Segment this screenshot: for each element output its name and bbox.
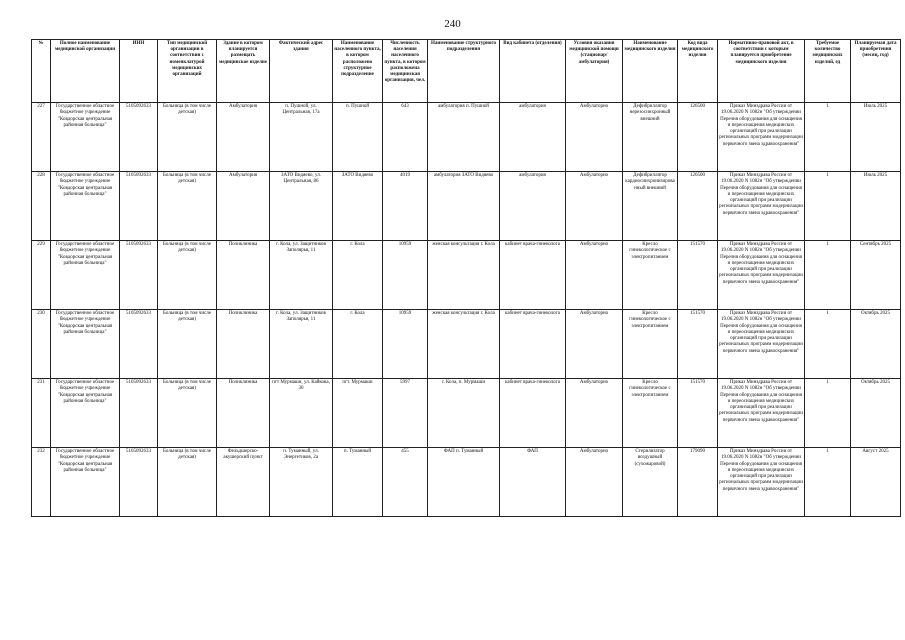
table-cell: 231	[32, 379, 51, 448]
table-cell: 5105092633	[120, 172, 158, 241]
table-cell: Август 2025	[851, 448, 901, 517]
table-cell: 1	[805, 310, 851, 379]
table-cell: Сентябрь 2025	[851, 241, 901, 310]
table-cell: Больница (в том числе детская)	[158, 103, 217, 172]
table-cell: Приказ Минздрава России от 19.06.2020 N 1082н "Об утверждении Перечня оборудования для оснащения и переоснащения медицинских организаций при реализации региональных программ модернизации первичного звена здравоохранения"	[718, 379, 805, 448]
table-cell: женская консультация г. Кола	[428, 310, 500, 379]
table-cell: 1	[805, 448, 851, 517]
table-cell: Амбулаторно	[566, 103, 623, 172]
table-cell: 151570	[678, 379, 718, 448]
table-cell: амбулатория	[500, 103, 566, 172]
table-cell: Приказ Минздрава России от 19.06.2020 N 1082н "Об утверждении Перечня оборудования для оснащения и переоснащения медицинских организаций при реализации региональных программ модернизации первичного звена здравоохранения"	[718, 448, 805, 517]
table-cell: г. Кола	[333, 310, 383, 379]
page-number: 240	[444, 18, 461, 30]
table-cell: женская консультация г. Кола	[428, 241, 500, 310]
table-cell: 455	[383, 448, 428, 517]
table-cell: ЗАТО Видяево, ул. Центральная, 86	[270, 172, 333, 241]
table-cell: Приказ Минздрава России от 19.06.2020 N 1082н "Об утверждении Перечня оборудования для оснащения и переоснащения медицинских организаций при реализации региональных программ модернизации первичного звена здравоохранения"	[718, 172, 805, 241]
column-header: ИНН	[120, 40, 158, 103]
table-cell: п. Пушной, ул. Центральная, 17а	[270, 103, 333, 172]
table-cell: 5105092633	[120, 103, 158, 172]
table-cell: г. Кола, п. Мурмаши	[428, 379, 500, 448]
table-cell: 4019	[383, 172, 428, 241]
table-cell: п. Пушной	[333, 103, 383, 172]
table-cell: Дефибриллятор кардиосинхронизированный внешний	[623, 172, 678, 241]
table-cell: Больница (в том числе детская)	[158, 241, 217, 310]
table-cell: 179090	[678, 448, 718, 517]
table-cell: Поликлиника	[217, 310, 270, 379]
table-cell: Дефибриллятор нерезосинхронный внешний	[623, 103, 678, 172]
table-cell: 232	[32, 448, 51, 517]
table-cell: ЗАТО Видяево	[333, 172, 383, 241]
table-cell: 10959	[383, 310, 428, 379]
table-row	[32, 172, 901, 241]
table-cell: п. Туманный	[333, 448, 383, 517]
column-header: Тип медицинской организации в соответствии с номенклатурой медицинских организаций	[158, 40, 217, 103]
table-cell: 151570	[678, 310, 718, 379]
table-cell: кабинет врача-гинеколога	[500, 241, 566, 310]
column-header: Наименование населенного пункта, в котором расположено структурное подразделение	[333, 40, 383, 103]
column-header: Условия оказания медицинской помощи (стационар/амбулатория)	[566, 40, 623, 103]
table-cell: 643	[383, 103, 428, 172]
table-cell: Кресло гинекологическое с электропитанием	[623, 241, 678, 310]
table-cell: 5105092633	[120, 448, 158, 517]
table-cell: 5105092633	[120, 241, 158, 310]
table-cell: Государственное областное бюджетное учреждение "Ковдорская центральная районная больница"	[51, 241, 120, 310]
equipment-table	[31, 39, 901, 517]
table-header-row	[32, 40, 901, 103]
table-row	[32, 448, 901, 517]
table-cell: п. Туманный, ул. Энергетиков, 2а	[270, 448, 333, 517]
table-cell: 5997	[383, 379, 428, 448]
table-cell: пгт. Мурмаши	[333, 379, 383, 448]
table-cell: кабинет врача-гинеколога	[500, 379, 566, 448]
column-header: Наименование структурного подразделения	[428, 40, 500, 103]
table-cell: ФАП	[500, 448, 566, 517]
table-cell: Приказ Минздрава России от 19.06.2020 N 1082н "Об утверждении Перечня оборудования для оснащения и переоснащения медицинских организаций при реализации региональных программ модернизации первичного звена здравоохранения"	[718, 310, 805, 379]
table-cell: Октябрь 2025	[851, 379, 901, 448]
column-header: Здание в котором планируется размещать медицинское изделие	[217, 40, 270, 103]
table-cell: 1	[805, 103, 851, 172]
table-cell: г. Кола	[333, 241, 383, 310]
table-row	[32, 310, 901, 379]
table-cell: амбулатория п. Пушной	[428, 103, 500, 172]
table-cell: 230	[32, 310, 51, 379]
table-cell: ФАП п. Туманный	[428, 448, 500, 517]
table-cell: 10959	[383, 241, 428, 310]
table-cell: Государственное областное бюджетное учреждение "Ковдорская центральная районная больница"	[51, 103, 120, 172]
table-cell: Государственное областное бюджетное учреждение "Ковдорская центральная районная больница"	[51, 379, 120, 448]
table-cell: 1	[805, 172, 851, 241]
table-cell: Государственное областное бюджетное учреждение "Ковдорская центральная районная больница"	[51, 172, 120, 241]
table-cell: амбулатория ЗАТО Видяево	[428, 172, 500, 241]
column-header: Наименование медицинского изделия	[623, 40, 678, 103]
table-cell: Июль 2025	[851, 103, 901, 172]
column-header: Планируемая дата приобретения (месяц, год)	[851, 40, 901, 103]
table-cell: Амбулаторно	[566, 379, 623, 448]
table-cell: Кресло гинекологическое с электропитанием	[623, 379, 678, 448]
table-cell: Поликлиника	[217, 379, 270, 448]
table-cell: Приказ Минздрава России от 19.06.2020 N 1082н "Об утверждении Перечня оборудования для оснащения и переоснащения медицинских организаций при реализации региональных программ модернизации первичного звена здравоохранения"	[718, 241, 805, 310]
table-row	[32, 103, 901, 172]
column-header: Численность населения населенного пункта, в котором расположена медицинская организация, чел.	[383, 40, 428, 103]
table-cell: Больница (в том числе детская)	[158, 310, 217, 379]
column-header: Вид кабинета (отделения)	[500, 40, 566, 103]
table-cell: Фельдшерско-акушерский пункт	[217, 448, 270, 517]
table-cell: Кресло гинекологическое с электропитанием	[623, 310, 678, 379]
column-header: Полное наименование медицинской организации	[51, 40, 120, 103]
table-cell: Амбулаторно	[566, 241, 623, 310]
table-cell: Поликлиника	[217, 241, 270, 310]
column-header: Требуемое количество медицинских изделий, ед	[805, 40, 851, 103]
table-cell: амбулатория	[500, 172, 566, 241]
table-cell: Амбулаторно	[566, 448, 623, 517]
table-cell: 1	[805, 379, 851, 448]
table-cell: Амбулаторно	[566, 310, 623, 379]
table-cell: Октябрь 2025	[851, 310, 901, 379]
table-cell: 151570	[678, 241, 718, 310]
table-cell: Больница (в том числе детская)	[158, 172, 217, 241]
table-cell: Государственное областное бюджетное учреждение "Ковдорская центральная районная больница"	[51, 448, 120, 517]
table-cell: 5105092633	[120, 379, 158, 448]
table-cell: 1	[805, 241, 851, 310]
table-cell: 126500	[678, 103, 718, 172]
table-cell: Приказ Минздрава России от 19.06.2020 N 1082н "Об утверждении Перечня оборудования для оснащения и переоснащения медицинских организаций при реализации региональных программ модернизации первичного звена здравоохранения"	[718, 103, 805, 172]
table-cell: Июль 2025	[851, 172, 901, 241]
column-header: Фактический адрес здания	[270, 40, 333, 103]
table-body	[32, 103, 901, 517]
column-header: Нормативно-правовой акт, в соответствии с которым планируется приобретение медицинского изделия	[718, 40, 805, 103]
table-cell: Государственное областное бюджетное учреждение "Ковдорская центральная районная больница"	[51, 310, 120, 379]
table-row	[32, 379, 901, 448]
table-cell: Больница (в том числе детская)	[158, 448, 217, 517]
table-cell: Амбулатория	[217, 103, 270, 172]
table-cell: Больница (в том числе детская)	[158, 379, 217, 448]
table-cell: 227	[32, 103, 51, 172]
table-cell: пгт Мурмаши, ул. Кайкова, 30	[270, 379, 333, 448]
column-header: Код вида медицинского изделия	[678, 40, 718, 103]
table-cell: г. Кола, ул. Защитников Заполярья, 11	[270, 241, 333, 310]
table-cell: кабинет врача-гинеколога	[500, 310, 566, 379]
table-cell: 228	[32, 172, 51, 241]
table-cell: Стерилизатор воздушный (сухожаровой)	[623, 448, 678, 517]
table-cell: Амбулатория	[217, 172, 270, 241]
table-cell: 229	[32, 241, 51, 310]
table-row	[32, 241, 901, 310]
table-cell: 126500	[678, 172, 718, 241]
column-header: №	[32, 40, 51, 103]
table-cell: 5105092633	[120, 310, 158, 379]
table-cell: г. Кола, ул. Защитников Заполярья, 11	[270, 310, 333, 379]
table-cell: Амбулаторно	[566, 172, 623, 241]
